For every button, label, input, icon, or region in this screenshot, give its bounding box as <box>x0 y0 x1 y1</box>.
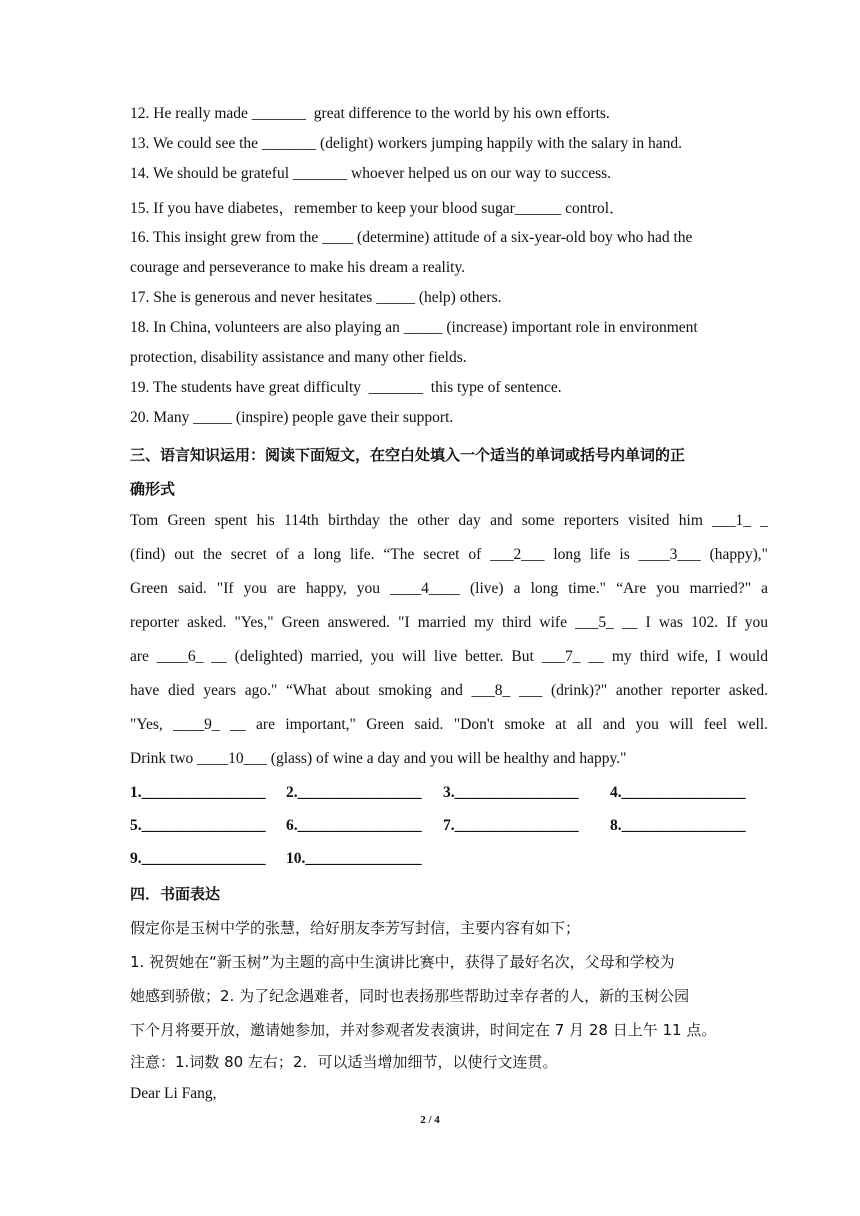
question-18-cont: protection, disability assistance and many other fields. <box>130 349 467 366</box>
answer-blank-10[interactable]: 10._______________ <box>286 850 422 867</box>
answer-blank-1[interactable]: 1.________________ <box>130 784 266 801</box>
writing-prompt-line-4: 下个月将要开放，邀请她参加，并对参观者发表演讲，时间定在 7 月 28 日上午 11 点。 <box>130 1021 717 1039</box>
answer-blank-3[interactable]: 3.________________ <box>443 784 579 801</box>
passage-line-4: reporter asked. "Yes," Green answered. "I married my third wife ___5_ __ I was 102. If you <box>130 614 768 631</box>
passage-line-8: Drink two ____10___ (glass) of wine a day and you will be healthy and happy." <box>130 750 627 767</box>
writing-prompt-line-3: 她感到骄傲；2. 为了纪念遇难者，同时也表扬那些帮助过幸存者的人，新的玉树公园 <box>130 987 690 1005</box>
question-16-cont: courage and perseverance to make his dream a reality. <box>130 259 466 276</box>
passage-line-1: Tom Green spent his 114th birthday the other day and some reporters visited him ___1_ _ <box>130 512 768 529</box>
letter-salutation: Dear Li Fang, <box>130 1085 217 1102</box>
writing-prompt-line-1: 假定你是玉树中学的张慧，给好朋友李芳写封信，主要内容有如下； <box>130 919 581 937</box>
answer-blank-9[interactable]: 9.________________ <box>130 850 266 867</box>
page-number: 2 / 4 <box>420 1114 440 1126</box>
answer-blank-7[interactable]: 7.________________ <box>443 817 579 834</box>
passage-line-7: "Yes, ____9_ __ are important," Green said. "Don't smoke at all and you will feel well. <box>130 716 768 733</box>
passage-line-6: have died years ago." “What about smoking and ___8_ ___ (drink)?" another reporter asked. <box>130 682 768 699</box>
writing-prompt-note: 注意：1.词数 80 左右；2．可以适当增加细节，以使行文连贯。 <box>130 1053 558 1071</box>
question-18: 18. In China, volunteers are also playing an _____ (increase) important role in environment <box>130 319 698 336</box>
answer-blank-8[interactable]: 8.________________ <box>610 817 746 834</box>
section-3-title: 三、语言知识运用：阅读下面短文，在空白处填入一个适当的单词或括号内单词的正 <box>130 446 686 464</box>
question-20: 20. Many _____ (inspire) people gave their support. <box>130 409 454 426</box>
question-17: 17. She is generous and never hesitates _____ (help) others. <box>130 289 502 306</box>
question-12: 12. He really made _______ great difference to the world by his own efforts. <box>130 105 610 122</box>
question-15: 15. If you have diabetes，remember to keep your blood sugar______ control． <box>130 200 625 217</box>
passage-line-2: (find) out the secret of a long life. “The secret of ___2___ long life is ____3___ (happy)," <box>130 546 768 563</box>
answer-blank-5[interactable]: 5.________________ <box>130 817 266 834</box>
passage-line-5: are ____6_ __ (delighted) married, you will live better. But ___7_ __ my third wife, I would <box>130 648 768 665</box>
writing-prompt-line-2: 1. 祝贺她在“新玉树”为主题的高中生演讲比赛中，获得了最好名次，父母和学校为 <box>130 953 675 971</box>
answer-blank-6[interactable]: 6.________________ <box>286 817 422 834</box>
question-16: 16. This insight grew from the ____ (determine) attitude of a six-year-old boy who had the <box>130 229 693 246</box>
answer-blank-4[interactable]: 4.________________ <box>610 784 746 801</box>
passage-line-3: Green said. "If you are happy, you ____4____ (live) a long time." “Are you married?" a <box>130 580 768 597</box>
answer-blank-2[interactable]: 2.________________ <box>286 784 422 801</box>
section-3-title-cont: 确形式 <box>130 480 176 498</box>
question-19: 19. The students have great difficulty _______ this type of sentence. <box>130 379 562 396</box>
section-4-title: 四．书面表达 <box>130 885 221 903</box>
question-13: 13. We could see the _______ (delight) workers jumping happily with the salary in hand. <box>130 135 683 152</box>
question-14: 14. We should be grateful _______ whoever helped us on our way to success. <box>130 165 612 182</box>
